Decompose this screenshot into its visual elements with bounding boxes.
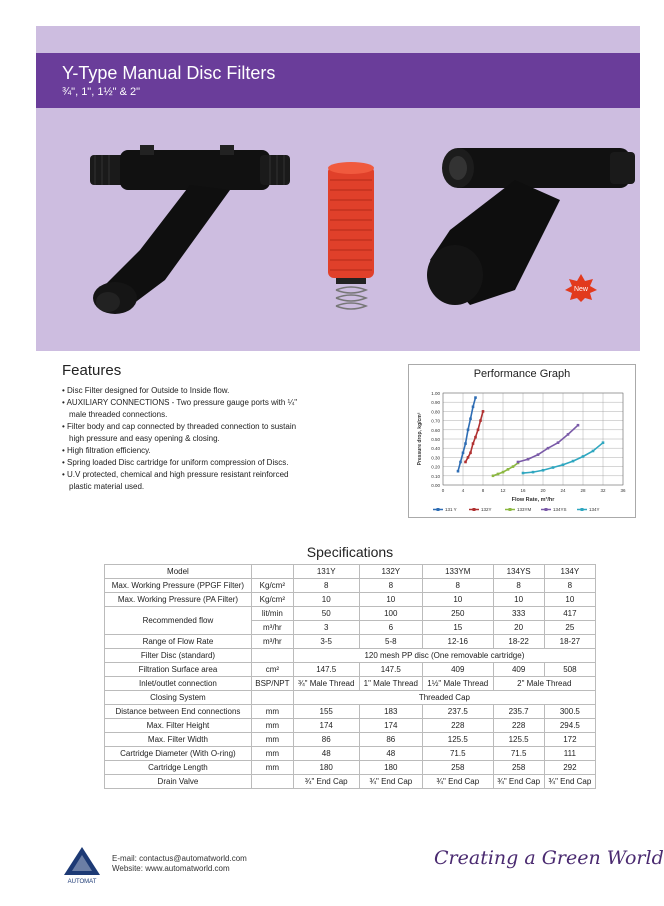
spec-value: 228 [423,719,494,733]
spec-label: Cartridge Length [105,761,252,775]
series-point [572,460,575,463]
spec-value: 18-22 [493,635,544,649]
y-tick-label: 0.40 [431,446,440,452]
series-point [464,461,467,464]
series-point [467,429,470,432]
spec-value: 111 [544,747,595,761]
disc-cartridge-image [322,160,382,320]
spec-row [105,705,596,719]
spec-label: Distance between End connections [105,705,252,719]
spec-value: 71.5 [423,747,494,761]
spec-value: 1" Male Thread [359,677,422,691]
spec-span-value: Threaded Cap [293,691,595,705]
y-tick-label: 0.20 [431,464,440,470]
spec-label: Drain Valve [105,775,252,789]
spec-value: 8 [293,579,359,593]
spec-unit [251,649,293,663]
x-tick-label: 0 [441,488,445,493]
legend-label: 134Y [589,507,600,512]
feature-item: • AUXILIARY CONNECTIONS - Two pressure gauge ports with ¼" male threaded connections. [62,397,302,421]
spec-row [105,579,596,593]
spec-value: 10 [544,593,595,607]
spec-value: 48 [359,747,422,761]
spec-value: 125.5 [423,733,494,747]
spec-value: 174 [359,719,422,733]
spec-header-model-name: 133YM [423,565,494,579]
spec-row [105,607,596,621]
spec-label: Inlet/outlet connection [105,677,252,691]
series-point [474,436,477,439]
series-point [464,442,467,445]
spec-value: 333 [493,607,544,621]
spec-value: 71.5 [493,747,544,761]
spec-unit: mm [251,733,293,747]
spec-value: 5-8 [359,635,422,649]
spec-value: ¾" End Cap [293,775,359,789]
spec-value: 508 [544,663,595,677]
spec-label: Recommended flow [105,607,252,635]
spec-unit: m³/hr [251,621,293,635]
spec-label: Cartridge Diameter (With O-ring) [105,747,252,761]
series-point [557,441,560,444]
series-point [492,475,495,478]
features-list [62,385,302,493]
spec-row [105,635,596,649]
spec-value: 10 [423,593,494,607]
spec-value: 172 [544,733,595,747]
spec-header-model-name: 134Y [544,565,595,579]
y-tick-label: 0.70 [431,418,440,424]
series-point [602,441,605,444]
spec-label: Max. Filter Width [105,733,252,747]
series-point [457,470,460,473]
series-point [577,424,580,427]
spec-value: 10 [493,593,544,607]
spec-value: 300.5 [544,705,595,719]
series-point [512,465,515,468]
spec-value: 20 [493,621,544,635]
series-point [469,417,472,420]
spec-value: ¾" End Cap [493,775,544,789]
spec-value: 100 [359,607,422,621]
spec-unit: mm [251,719,293,733]
new-badge [563,272,599,302]
series-point [459,461,462,464]
spec-header-row [105,565,596,579]
y-filter-angled-image [420,140,640,320]
spec-value: 8 [359,579,422,593]
legend-marker [437,508,440,511]
legend-marker [473,508,476,511]
spec-header-model-name: 134YS [493,565,544,579]
spec-unit: lit/min [251,607,293,621]
spec-value: 50 [293,607,359,621]
spec-value: 8 [493,579,544,593]
series-point [479,419,482,422]
title-banner [36,53,640,108]
y-tick-label: 0.90 [431,400,440,406]
spec-value: 292 [544,761,595,775]
spec-value: 183 [359,705,422,719]
spec-value: 3-5 [293,635,359,649]
performance-chart [409,365,637,519]
spec-row [105,677,596,691]
spec-value: 409 [493,663,544,677]
series-line-134ys [518,425,578,462]
x-tick-label: 36 [620,488,626,493]
spec-value: 155 [293,705,359,719]
spec-header-model-name: 132Y [359,565,422,579]
series-point [592,450,595,453]
series-point [547,447,550,450]
spec-value: 86 [359,733,422,747]
spec-value: 86 [293,733,359,747]
spec-value: 228 [493,719,544,733]
spec-label: Filter Disc (standard) [105,649,252,663]
series-point [542,469,545,472]
y-axis-label: Pressure drop, kg/cm² [417,412,423,466]
series-point [467,456,470,459]
spec-value: 174 [293,719,359,733]
spec-merged-value: 2" Male Thread [493,677,595,691]
spec-header-unit [251,565,293,579]
x-tick-label: 12 [500,488,506,493]
spec-label: Closing System [105,691,252,705]
spec-row [105,733,596,747]
series-point [474,396,477,399]
y-filter-image [80,140,300,320]
spec-row [105,747,596,761]
spec-value: 8 [544,579,595,593]
legend-label: 133YM [517,507,532,512]
y-tick-label: 0.00 [431,483,440,488]
x-axis-label: Flow Rate, m³/hr [511,497,555,503]
series-point [527,458,530,461]
x-tick-label: 8 [481,488,485,493]
spec-value: 6 [359,621,422,635]
spec-unit: mm [251,747,293,761]
spec-value: 12-16 [423,635,494,649]
spec-row [105,649,596,663]
spec-value: 235.7 [493,705,544,719]
feature-item: • U.V protected, chemical and high pressure resistant reinforced plastic material used. [62,469,302,493]
spec-unit: Kg/cm² [251,579,293,593]
x-tick-label: 16 [520,488,526,493]
specifications-heading: Specifications [306,544,394,560]
contact-info [112,854,247,874]
spec-label: Filtration Surface area [105,663,252,677]
spec-value: 409 [423,663,494,677]
x-tick-label: 4 [461,488,465,493]
legend-label: 131 Y [445,507,457,512]
spec-value: 294.5 [544,719,595,733]
x-tick-label: 24 [560,488,566,493]
series-point [567,433,570,436]
series-point [469,452,472,455]
y-tick-label: 0.10 [431,473,440,479]
x-tick-label: 32 [600,488,606,493]
series-point [507,468,510,471]
feature-item: • Filter body and cap connected by threaded connection to sustain high pressure and easy opening & closing. [62,421,302,445]
spec-header-model: Model [105,565,252,579]
feature-item: • High filtration efficiency. [62,445,302,457]
legend-marker [545,508,548,511]
spec-row [105,775,596,789]
new-badge-label: New [573,286,589,293]
spec-unit: BSP/NPT [251,677,293,691]
spec-row [105,719,596,733]
series-point [532,471,535,474]
series-point [472,406,475,409]
spec-header-model-name: 131Y [293,565,359,579]
series-point [502,471,505,474]
spec-value: 258 [423,761,494,775]
spec-row [105,761,596,775]
series-point [497,473,500,476]
x-tick-label: 20 [540,488,546,493]
spec-value: 125.5 [493,733,544,747]
series-point [552,466,555,469]
series-point [537,453,540,456]
spec-label: Max. Filter Height [105,719,252,733]
slogan: Creating a Green World [434,847,664,869]
y-tick-label: 0.50 [431,437,440,442]
automat-logo [58,845,106,885]
spec-unit: m³/hr [251,635,293,649]
spec-label: Max. Working Pressure (PA Filter) [105,593,252,607]
spec-value: 48 [293,747,359,761]
spec-value: 180 [293,761,359,775]
spec-value: 147.5 [293,663,359,677]
page-title: Y-Type Manual Disc Filters [62,63,276,83]
y-tick-label: 0.80 [431,409,440,415]
legend-label: 134YS [553,507,567,512]
series-point [522,472,525,475]
spec-span-value: 120 mesh PP disc (One removable cartridge) [293,649,595,663]
spec-label: Range of Flow Rate [105,635,252,649]
spec-value: 18-27 [544,635,595,649]
y-tick-label: 1.00 [431,391,440,396]
spec-unit: Kg/cm² [251,593,293,607]
legend-marker [581,508,584,511]
spec-value: 1½" Male Thread [423,677,494,691]
spec-value: ¾" Male Thread [293,677,359,691]
spec-value: 417 [544,607,595,621]
spec-value: 147.5 [359,663,422,677]
spec-row [105,691,596,705]
graph-title: Performance Graph [473,368,571,380]
feature-item: • Disc Filter designed for Outside to Inside flow. [62,385,302,397]
spec-value: 25 [544,621,595,635]
logo-text: AUTOMAT [67,879,97,885]
legend-marker [509,508,512,511]
series-point [482,410,485,413]
spec-value: 3 [293,621,359,635]
spec-value: 250 [423,607,494,621]
spec-value: 10 [293,593,359,607]
series-point [582,455,585,458]
spec-unit: mm [251,705,293,719]
y-tick-label: 0.60 [431,427,440,433]
series-point [462,452,465,455]
series-point [517,461,520,464]
contact-email[interactable]: E-mail: contactus@automatworld.com [112,854,247,863]
spec-value: ¾" End Cap [544,775,595,789]
spec-value: 237.5 [423,705,494,719]
spec-value: ¾" End Cap [359,775,422,789]
y-tick-label: 0.30 [431,455,440,461]
spec-value: 8 [423,579,494,593]
spec-row [105,593,596,607]
spec-row [105,663,596,677]
features-heading: Features [62,362,122,379]
series-point [562,463,565,466]
contact-website[interactable]: Website: www.automatworld.com [112,864,230,873]
series-point [477,429,480,432]
spec-unit: cm² [251,663,293,677]
spec-value: 180 [359,761,422,775]
feature-item: • Spring loaded Disc cartridge for uniform compression of Discs. [62,457,302,469]
page-subtitle: ¾", 1", 1½" & 2" [62,86,140,98]
spec-unit [251,691,293,705]
spec-value: 15 [423,621,494,635]
spec-label: Max. Working Pressure (PPGF Filter) [105,579,252,593]
legend-label: 132Y [481,507,492,512]
spec-value: 10 [359,593,422,607]
series-point [472,442,475,445]
spec-value: ¾" End Cap [423,775,494,789]
specifications-table [104,564,596,789]
spec-value: 258 [493,761,544,775]
spec-unit: mm [251,761,293,775]
performance-graph [408,364,636,518]
spec-unit [251,775,293,789]
x-tick-label: 28 [580,488,586,493]
